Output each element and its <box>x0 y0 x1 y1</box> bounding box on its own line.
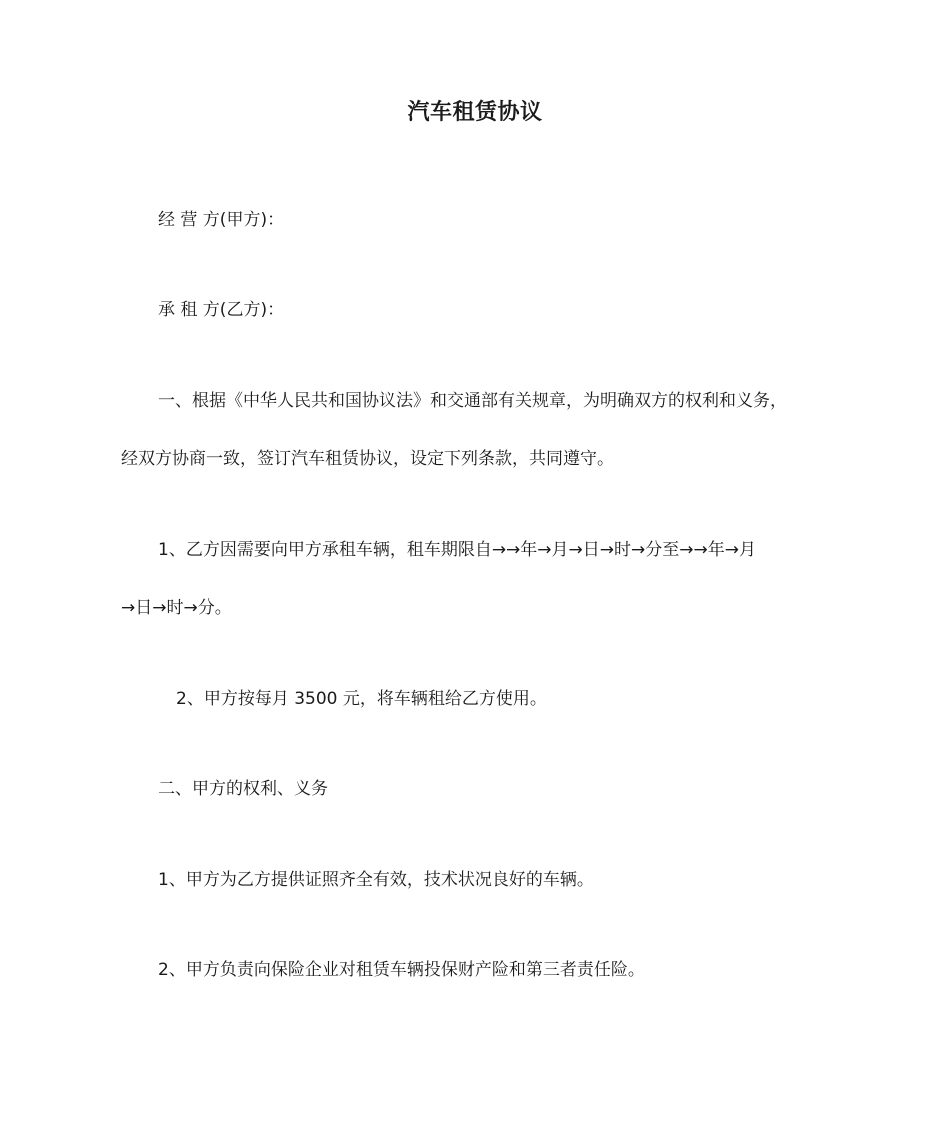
clause-1-line-2: 经双方协商一致，签订汽车租赁协议，设定下列条款，共同遵守。 <box>121 449 614 469</box>
item-2-line: 2、甲方按每月 3500 元，将车辆租给乙方使用。 <box>176 689 547 709</box>
section-2-heading: 二、甲方的权利、义务 <box>158 779 328 799</box>
document-title: 汽车租赁协议 <box>407 100 543 125</box>
item-1-line-2: →日→时→分。 <box>121 598 232 618</box>
item-1-line-1: 1、乙方因需要向甲方承租车辆，租车期限自→→年→月→日→时→分至→→年→月 <box>158 540 757 560</box>
section-2-item-1: 1、甲方为乙方提供证照齐全有效，技术状况良好的车辆。 <box>158 870 594 890</box>
clause-1-line-1: 一、根据《中华人民共和国协议法》和交通部有关规章，为明确双方的权利和义务， <box>158 391 787 411</box>
section-2-item-2: 2、甲方负责向保险企业对租赁车辆投保财产险和第三者责任险。 <box>158 960 645 980</box>
party-a-line: 经 营 方(甲方)： <box>158 210 285 230</box>
party-b-line: 承 租 方(乙方)： <box>158 300 285 320</box>
